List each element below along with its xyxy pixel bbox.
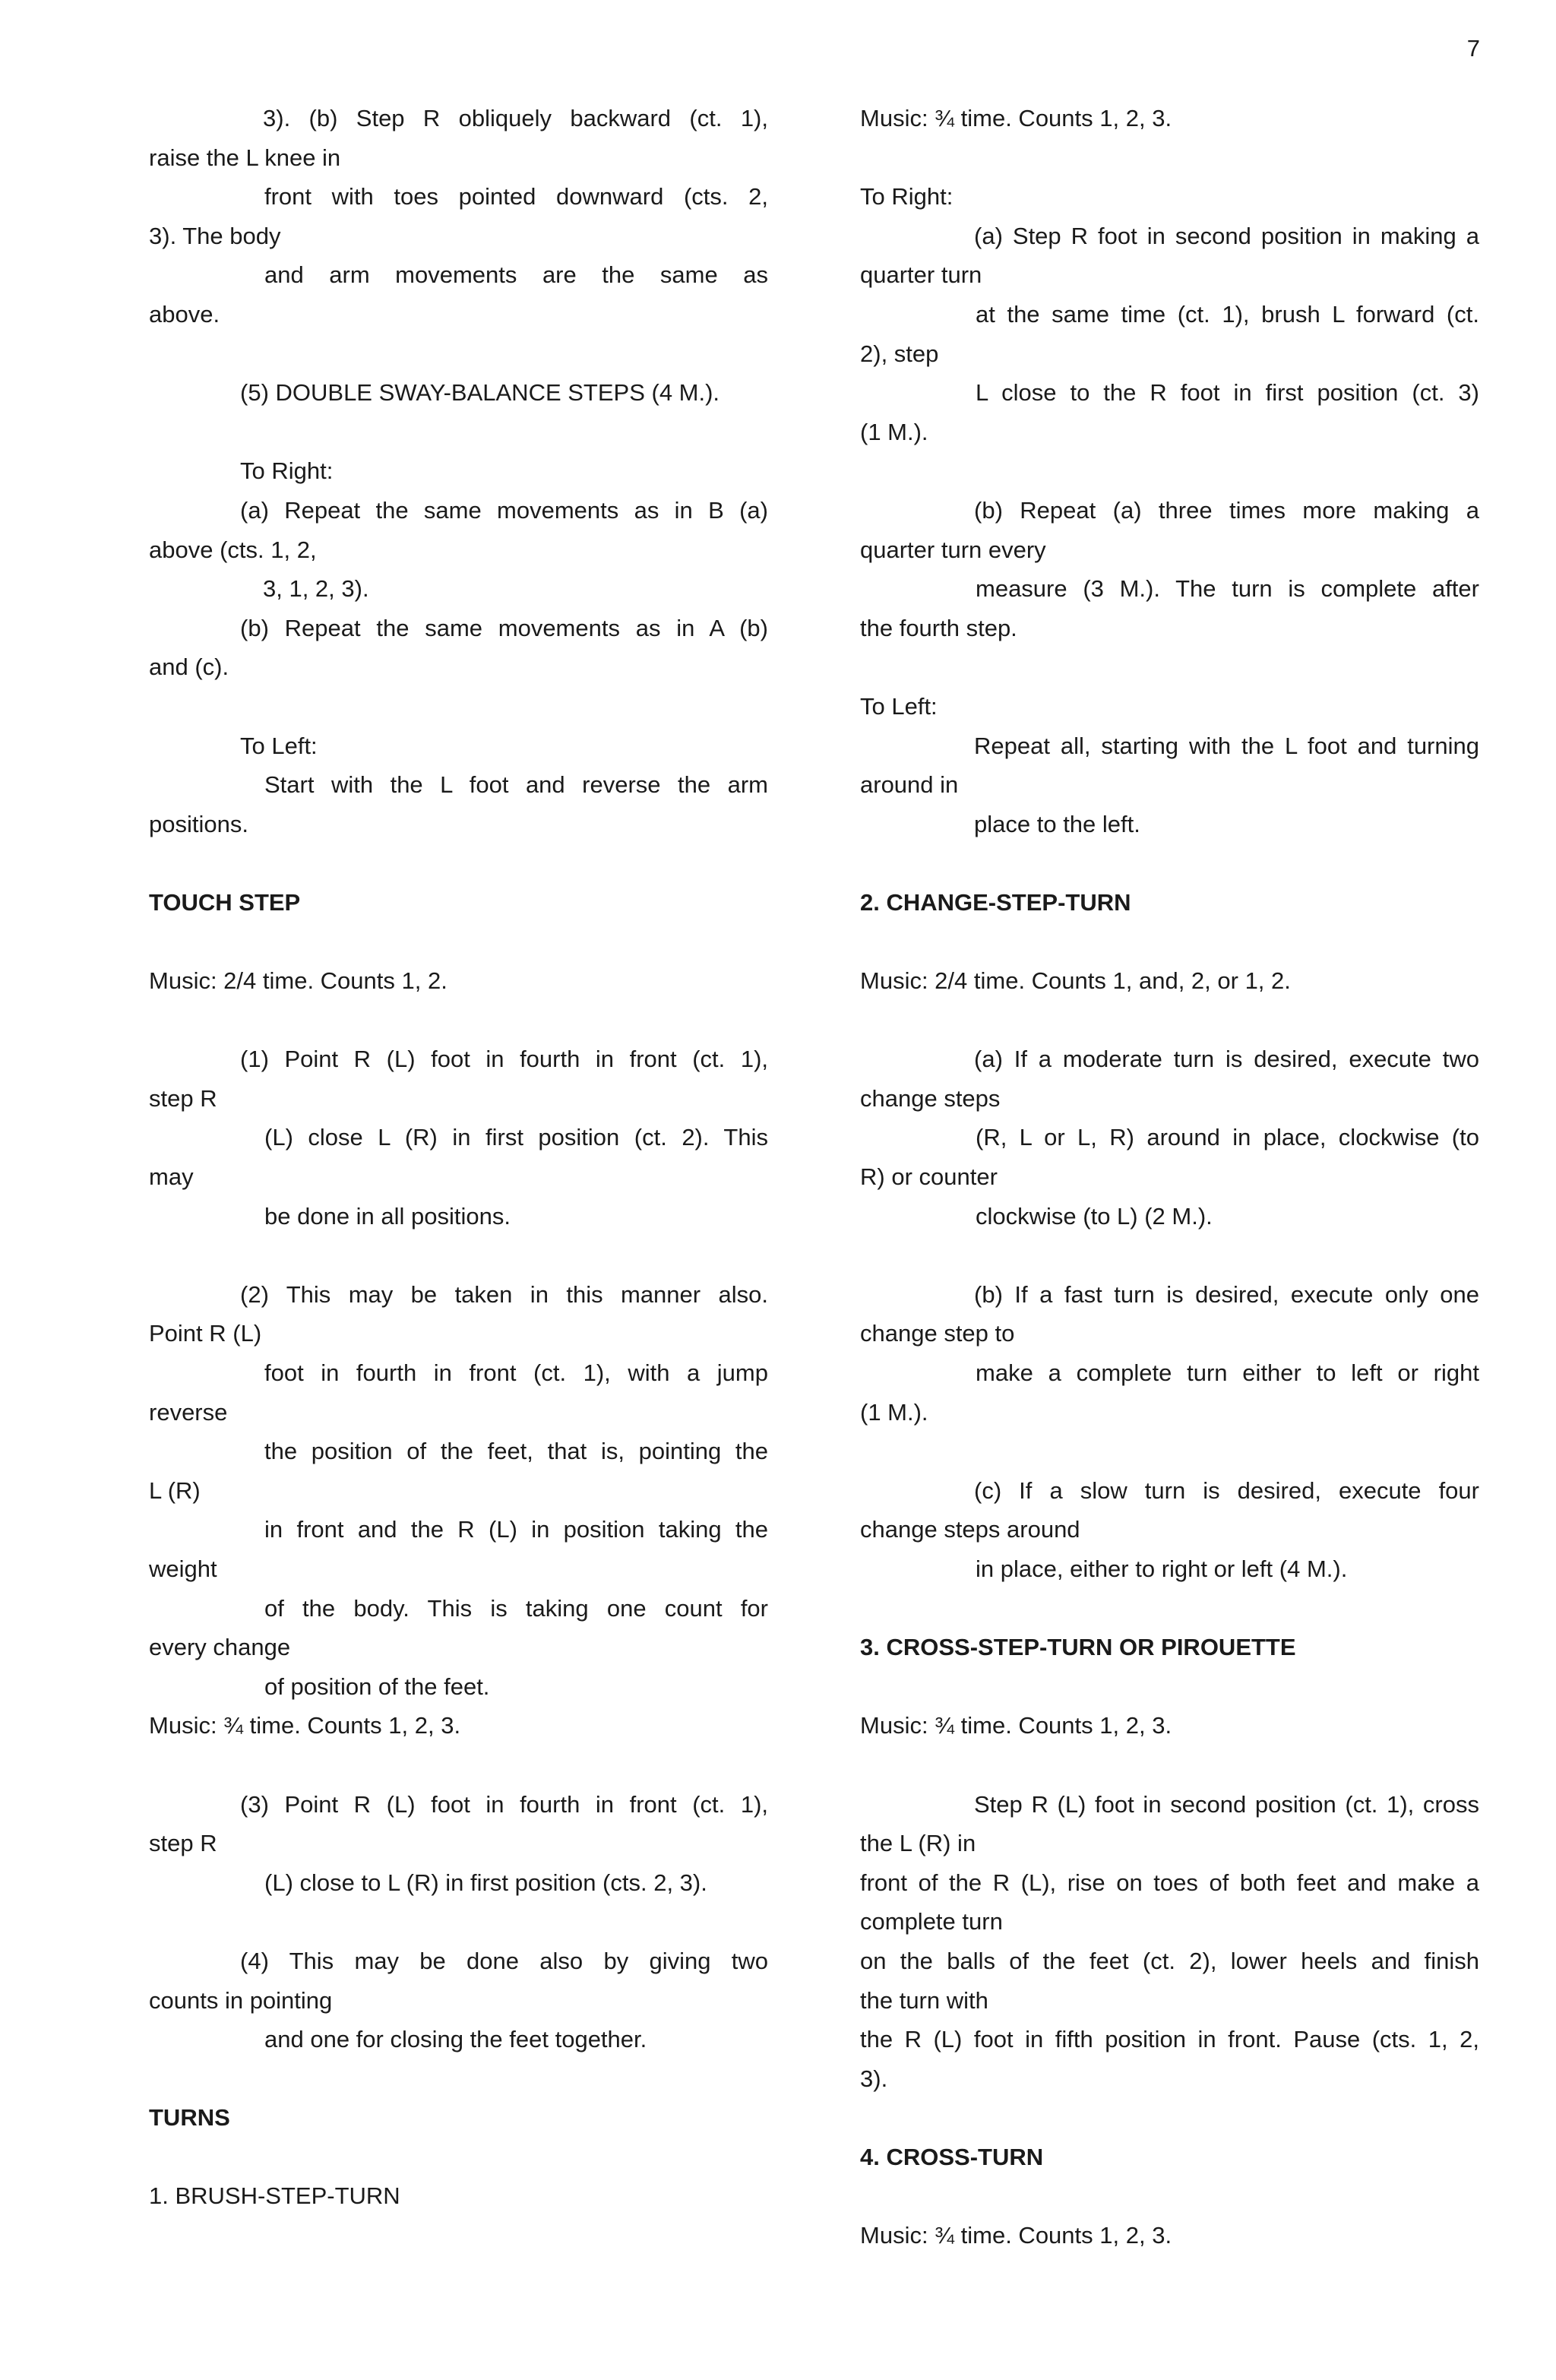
text-line: (b) Repeat the same movements as in A (b) (240, 614, 768, 641)
blank-line (860, 922, 1479, 961)
blank-line (860, 1745, 1479, 1785)
blank-line (860, 1001, 1479, 1040)
text-line: Step R (L) foot in second position (ct. 1), cross (974, 1790, 1479, 1818)
text-line: and one for closing the feet together. (264, 2026, 647, 2053)
text-line: front of the R (L), rise on toes of both feet and make a (860, 1869, 1479, 1896)
text-line: L (R) (149, 1476, 201, 1504)
text-line: in front and the R (L) in position taking the (264, 1516, 768, 1543)
text-line: (c) If a slow turn is desired, execute four (974, 1476, 1479, 1504)
text-line: raise the L knee in (149, 144, 341, 171)
text-line: 2), step (860, 340, 939, 367)
text-line: around in (860, 771, 959, 799)
text-line: L close to the R foot in first position (ct. 3) (976, 379, 1479, 407)
blank-line (149, 1236, 768, 1275)
text-line: Music: ¾ time. Counts 1, 2, 3. (860, 2222, 1172, 2249)
section-heading: TOUCH STEP (149, 888, 301, 916)
blank-line (149, 1001, 768, 1040)
text-line: measure (3 M.). The turn is complete after (976, 575, 1479, 603)
text-line: (b) Repeat (a) three times more making a (974, 496, 1479, 524)
blank-line (149, 922, 768, 961)
text-line: in place, either to right or left (4 M.). (976, 1555, 1348, 1582)
blank-line (860, 2176, 1479, 2216)
blank-line (860, 1667, 1479, 1707)
text-line: positions. (149, 810, 248, 837)
text-line: Start with the L foot and reverse the arm (264, 771, 768, 799)
text-line: make a complete turn either to left or right (976, 1359, 1479, 1386)
text-line: (a) Repeat the same movements as in B (a) (240, 496, 768, 524)
blank-line (149, 413, 768, 452)
section-heading: 4. CROSS-TURN (860, 2143, 1044, 2170)
text-line: on the balls of the feet (ct. 2), lower heels and finish (860, 1947, 1479, 1974)
text-line: (L) close to L (R) in first position (cts. 2, 3). (264, 1869, 707, 1896)
text-line: (L) close L (R) in first position (ct. 2). This (264, 1124, 768, 1151)
blank-line (149, 843, 768, 883)
text-line: (a) If a moderate turn is desired, execute two (974, 1046, 1479, 1073)
text-line: (1 M.). (860, 1398, 928, 1426)
text-line: Point R (L) (149, 1320, 262, 1347)
text-line: be done in all positions. (264, 1202, 511, 1230)
text-line: R) or counter (860, 1163, 998, 1191)
text-line: reverse (149, 1398, 228, 1426)
text-line: (5) DOUBLE SWAY-BALANCE STEPS (4 M.). (240, 379, 720, 407)
blank-line (860, 1589, 1479, 1628)
section-heading: TURNS (149, 2104, 230, 2132)
text-line: To Left: (240, 732, 318, 759)
text-line: To Left: (860, 692, 938, 720)
text-line: place to the left. (974, 810, 1140, 837)
blank-line (860, 451, 1479, 491)
text-line: foot in fourth in front (ct. 1), with a jump (264, 1359, 768, 1386)
right-column (860, 99, 1479, 2255)
text-line: weight (149, 1555, 217, 1582)
blank-line (860, 1236, 1479, 1275)
text-line: clockwise (to L) (2 M.). (976, 1202, 1213, 1230)
text-line: quarter turn (860, 261, 982, 289)
text-line: 3). (b) Step R obliquely backward (ct. 1), (263, 105, 768, 131)
text-line: change steps (860, 1084, 1001, 1112)
text-line: Music: ¾ time. Counts 1, 2, 3. (149, 1712, 461, 1739)
text-line: step R (149, 1830, 217, 1857)
blank-line (860, 647, 1479, 687)
blank-line (149, 2138, 768, 2177)
blank-line (860, 1432, 1479, 1471)
text-line: step R (149, 1084, 217, 1112)
blank-line (149, 334, 768, 374)
text-line: 3). (860, 2065, 888, 2092)
text-line: front with toes pointed downward (cts. 2, (264, 183, 768, 210)
text-line: Repeat all, starting with the L foot and turning (974, 732, 1479, 759)
text-line: Music: 2/4 time. Counts 1, and, 2, or 1, 2. (860, 967, 1291, 995)
section-heading: 2. CHANGE-STEP-TURN (860, 888, 1131, 916)
text-line: complete turn (860, 1908, 1003, 1935)
blank-line (860, 2098, 1479, 2138)
text-line: at the same time (ct. 1), brush L forward (ct. (976, 300, 1479, 328)
text-line: of position of the feet. (264, 1673, 490, 1700)
text-line: Music: 2/4 time. Counts 1, 2. (149, 967, 448, 995)
blank-line (860, 138, 1479, 178)
text-line: may (149, 1163, 194, 1191)
text-line: and arm movements are the same as (264, 261, 768, 289)
text-line: of the body. This is taking one count for (264, 1594, 768, 1622)
text-line: counts in pointing (149, 1986, 333, 2014)
blank-line (149, 1902, 768, 1942)
blank-line (149, 1745, 768, 1785)
text-line: change step to (860, 1320, 1015, 1347)
text-line: (R, L or L, R) around in place, clockwise (to (976, 1124, 1479, 1151)
text-line: (2) This may be taken in this manner also. (240, 1280, 768, 1308)
text-line: the fourth step. (860, 614, 1017, 641)
text-line: above (cts. 1, 2, (149, 536, 317, 563)
text-line: 1. BRUSH-STEP-TURN (149, 2182, 400, 2210)
text-line: every change (149, 1634, 291, 1661)
text-line: the turn with (860, 1986, 988, 2014)
text-line: (3) Point R (L) foot in fourth in front (ct. 1), (240, 1790, 768, 1818)
text-line: Music: ¾ time. Counts 1, 2, 3. (860, 105, 1172, 131)
text-line: change steps around (860, 1516, 1080, 1543)
blank-line (860, 843, 1479, 883)
text-line: the R (L) foot in fifth position in front. Pause (cts. 1, 2, (860, 2026, 1479, 2053)
text-line: quarter turn every (860, 536, 1046, 563)
text-line: the L (R) in (860, 1830, 976, 1857)
text-line: and (c). (149, 654, 229, 681)
text-line: (1 M.). (860, 418, 928, 445)
text-line: (4) This may be done also by giving two (240, 1947, 768, 1974)
text-line: (b) If a fast turn is desired, execute only one (974, 1280, 1479, 1308)
text-line: Music: ¾ time. Counts 1, 2, 3. (860, 1712, 1172, 1739)
blank-line (149, 2059, 768, 2099)
text-line: above. (149, 300, 220, 328)
text-line: 3). The body (149, 222, 281, 249)
text-line: To Right: (860, 183, 954, 210)
blank-line (149, 687, 768, 726)
section-heading: 3. CROSS-STEP-TURN OR PIROUETTE (860, 1634, 1296, 1661)
text-line: the position of the feet, that is, pointing the (264, 1438, 768, 1465)
text-line: (a) Step R foot in second position in making a (974, 222, 1479, 249)
page-number: 7 (1466, 35, 1480, 62)
text-line: 3, 1, 2, 3). (263, 575, 369, 603)
text-line: (1) Point R (L) foot in fourth in front (ct. 1), (240, 1046, 768, 1073)
left-column (149, 99, 768, 2216)
text-line: To Right: (240, 457, 334, 485)
